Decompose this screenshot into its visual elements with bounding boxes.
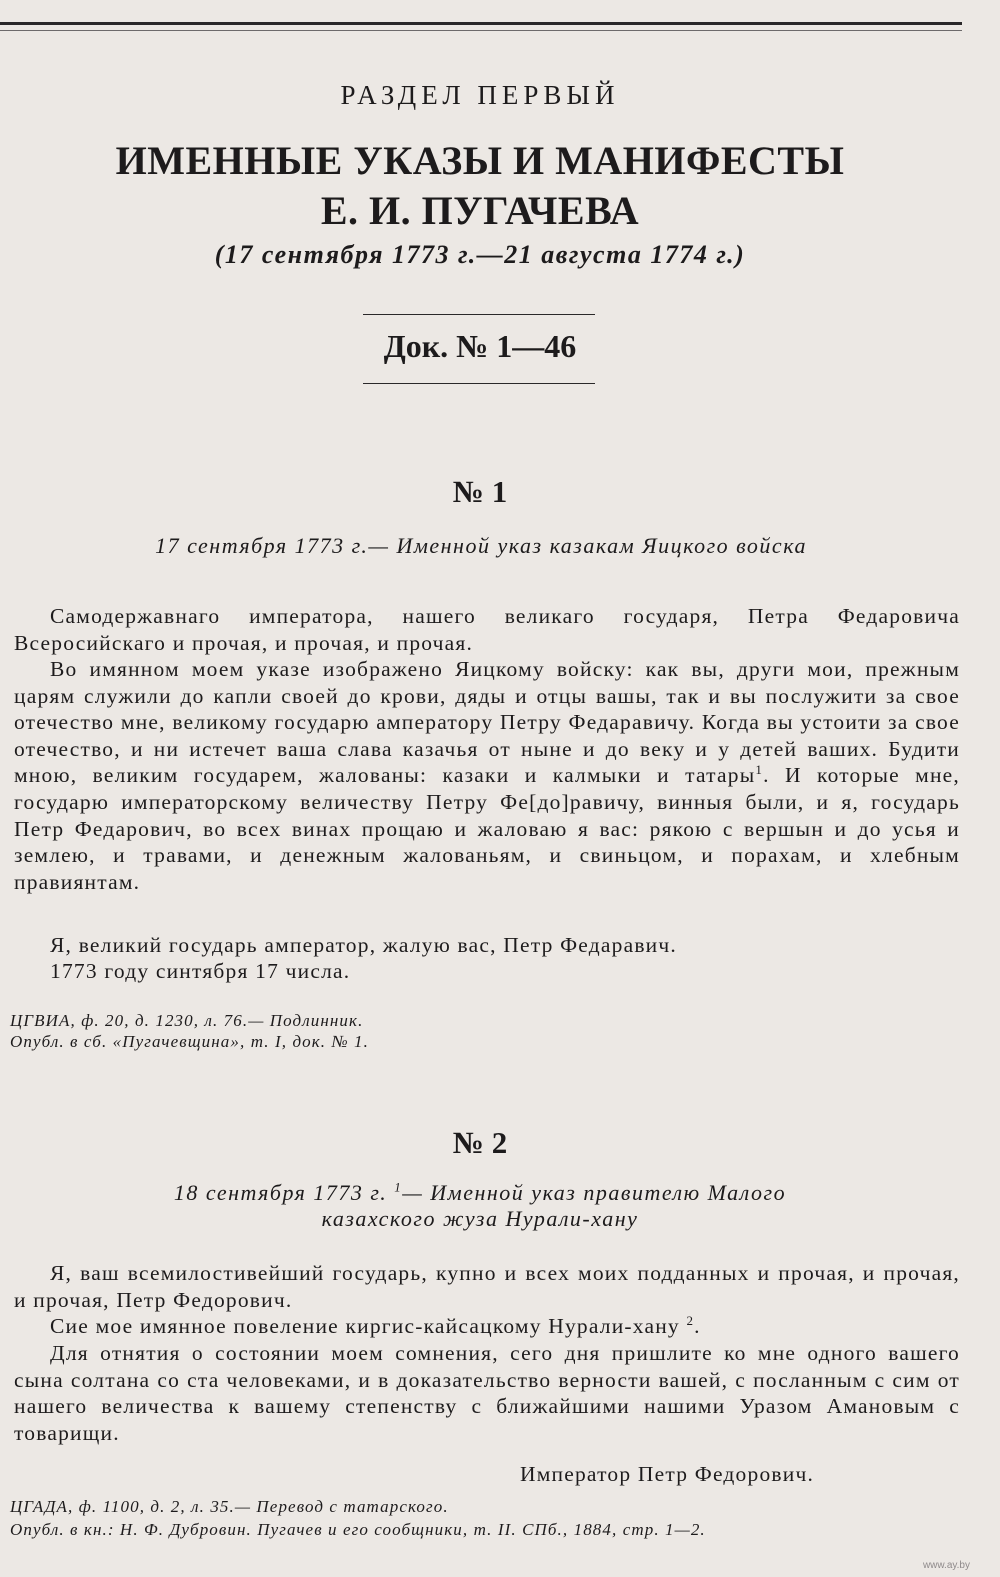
rule-above-doc-range xyxy=(363,314,595,315)
doc1-number: № 1 xyxy=(452,474,508,509)
doc2-heading-text-a: 18 сентября 1773 г. xyxy=(173,1180,388,1205)
top-rule xyxy=(0,22,962,25)
doc1-paragraph-2 xyxy=(14,656,960,895)
top-rule-thin xyxy=(0,30,962,31)
doc1-archive-note: ЦГВИА, ф. 20, д. 1230, л. 76.— Подлинник. xyxy=(10,1011,364,1030)
rule-below-doc-range xyxy=(363,383,595,384)
doc2-publication-note: Опубл. в кн.: Н. Ф. Дубровин. Пугачев и его сообщники, т. II. СПб., 1884, стр. 1—2. xyxy=(10,1520,706,1539)
doc2-archive-note: ЦГАДА, ф. 1100, д. 2, л. 35.— Перевод с татарского. xyxy=(10,1497,449,1516)
doc1-paragraph-2-text-a: Во имянном моем указе изображено Яицкому войску: как вы, други мои, прежным царям служили до капли своей до крови, дяды и отцы вашы, так и вы послужити за свое отечество мне, великому государю амператору Петру Федаравичу. Когда вы устоити за свое отечество, и ни истечет ваша слава казачья от ныне и до веку и у детей ваших. Будити мною, великим государем, жалованы: казаки и калмыки и татары xyxy=(14,657,960,788)
watermark: www.ay.by xyxy=(922,1560,970,1571)
doc1-publication-note: Опубл. в сб. «Пугачевщина», т. I, док. № 1. xyxy=(10,1032,369,1051)
doc2-heading-line1 xyxy=(0,1180,960,1206)
doc2-signature: Император Петр Федорович. xyxy=(520,1462,815,1486)
section-label: РАЗДЕЛ ПЕРВЫЙ xyxy=(340,80,620,110)
page-title-line1: ИМЕННЫЕ УКАЗЫ И МАНИФЕСТЫ xyxy=(115,138,845,183)
doc2-paragraph-1: Я, ваш всемилостивейший государь, купно и всех моих подданных и прочая, и прочая, и прочая, Петр Федорович. xyxy=(14,1261,960,1312)
doc2-paragraph-3: Для отнятия о состоянии моем сомнения, сего дня пришлите ко мне одного вашего сына солтана со ста человеками, и в доказательство верности вашей, с посланным с сим от нашего величества к вашему степенству с ближайшими нашими Уразом Амановым с товарищи. xyxy=(14,1341,960,1445)
doc1-footnote-ref-1: 1 xyxy=(755,762,764,778)
doc2-paragraph-2-text: Сие мое имянное повеление киргис-кайсацкому Нурали-хану xyxy=(50,1314,680,1338)
doc2-paragraph-2-end: . xyxy=(694,1314,701,1338)
doc2-paragraph-2 xyxy=(50,1313,701,1340)
doc2-heading-line2: казахского жуза Нурали-хану xyxy=(321,1206,639,1231)
doc-range: Док. № 1—46 xyxy=(383,328,577,364)
doc1-paragraph-3: Я, великий государь амператор, жалую вас, Петр Федаравич. xyxy=(50,933,677,957)
date-range: (17 сентября 1773 г.—21 августа 1774 г.) xyxy=(214,240,746,269)
doc2-number: № 2 xyxy=(452,1125,508,1160)
doc1-paragraph-1: Самодержавнаго императора, нашего великаго государя, Петра Федаровича Всеросийскаго и прочая, и прочая, и прочая. xyxy=(14,604,960,655)
doc2-footnote-ref-2: 2 xyxy=(686,1312,695,1328)
page-title-line2: Е. И. ПУГАЧЕВА xyxy=(320,188,640,233)
doc1-date-line: 1773 году синтября 17 числа. xyxy=(50,959,351,983)
doc1-paragraph-2-text-b: . И которые мне, государю императорскому величеству Петру Фе[до]равичу, винныя были, и я, государь Петр Федарович, во всех винах прощаю и жаловаю я вас: рякою с вершын и до усья и землею, и травами, и денежным жалованьям, и свиньцом, и порахам, и хлебным правиянтам. xyxy=(14,763,960,894)
doc2-heading-text-b: — Именной указ правителю Малого xyxy=(402,1180,787,1205)
doc1-heading: 17 сентября 1773 г.— Именной указ казакам Яицкого войска xyxy=(155,533,807,558)
doc2-heading-footnote-ref: 1 xyxy=(394,1179,403,1195)
